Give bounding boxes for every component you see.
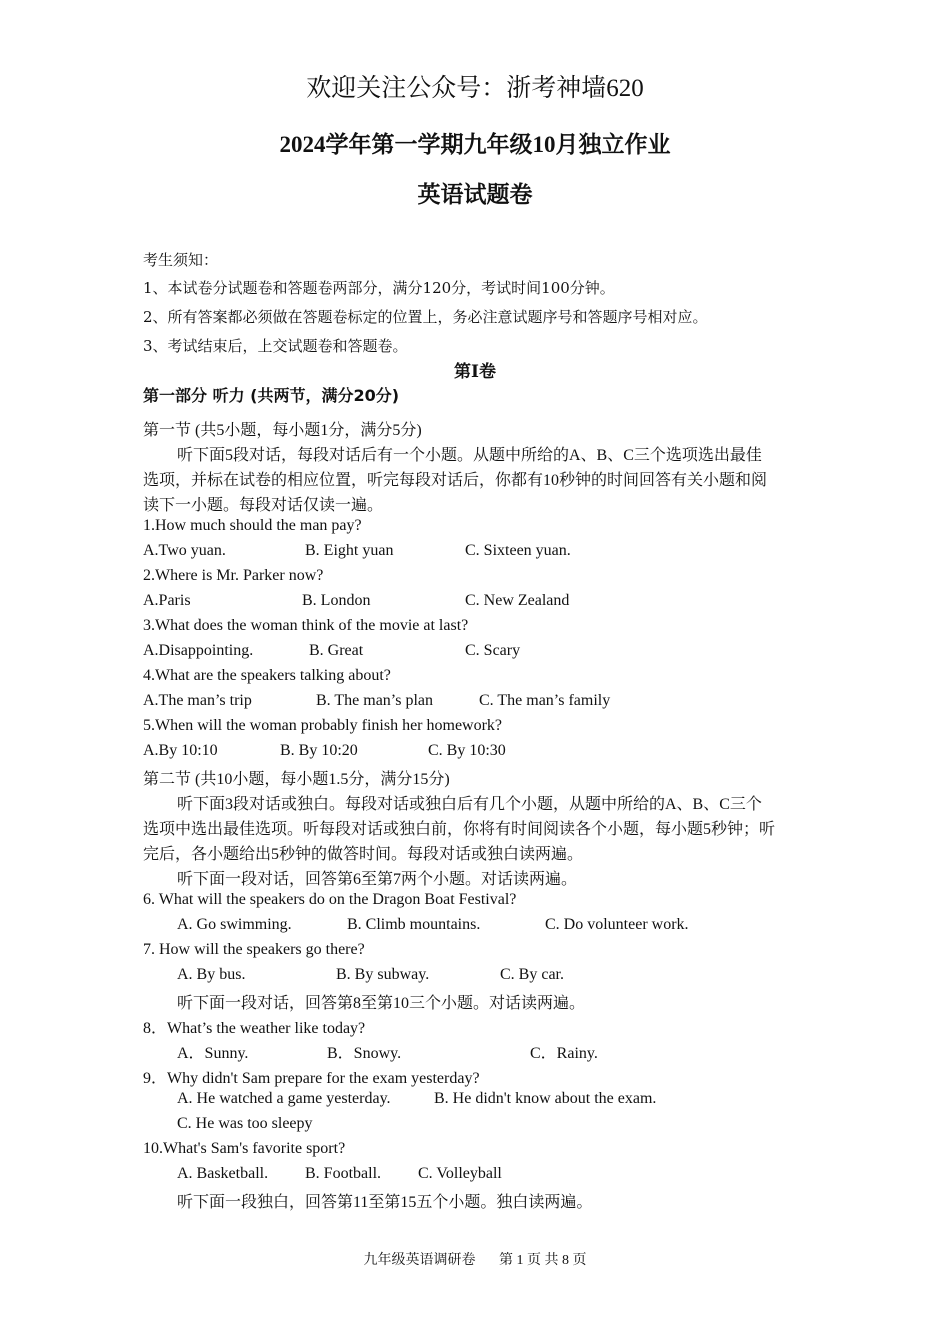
question-9: 9．Why didn't Sam prepare for the exam yesterday? [143, 1070, 480, 1087]
q5-option-b: B. By 10:20 [280, 742, 358, 759]
q8-option-a: A．Sunny. [177, 1045, 249, 1062]
dialogue-intro: 听下面一段对话，回答第6至第7两个小题。对话读两遍。 [177, 871, 578, 888]
question-3: 3.What does the woman think of the movie at last? [143, 617, 469, 634]
q1-option-b: B. Eight yuan [305, 542, 394, 559]
notice-item: 1、本试卷分试题卷和答题卷两部分，满分120分，考试时间100分钟。 [143, 279, 615, 297]
q10-option-c: C. Volleyball [418, 1165, 502, 1182]
q7-option-b: B. By subway. [336, 966, 430, 983]
q8-option-b: B．Snowy. [327, 1045, 402, 1062]
section2-instruction: 完后，各小题给出5秒钟的做答时间。每段对话或独白读两遍。 [143, 846, 584, 863]
q4-option-a: A.The man’s trip [143, 692, 252, 709]
section1-title: 第一节 (共5小题，每小题1分，满分5分) [143, 422, 422, 439]
page-footer [0, 1249, 950, 1269]
q5-option-a: A.By 10:10 [143, 742, 218, 759]
notice-heading: 考生须知： [143, 251, 219, 269]
volume-heading: 第Ⅰ卷 [454, 362, 496, 381]
section1-instruction: 听下面5段对话，每段对话后有一个小题。从题中所给的A、B、C三个选项选出最佳 [177, 447, 762, 464]
q10-option-b: B. Football. [305, 1165, 382, 1182]
question-10: 10.What's Sam's favorite sport? [143, 1140, 346, 1157]
question-6: 6. What will the speakers do on the Dragon Boat Festival? [143, 891, 517, 908]
monologue-intro: 听下面一段独白，回答第11至第15五个小题。独白读两遍。 [177, 1194, 593, 1211]
exam-subtitle: 英语试题卷 [417, 182, 533, 207]
q6-option-c: C. Do volunteer work. [545, 916, 689, 933]
footer-page-info: 第 1 页 共 8 页 [499, 1253, 587, 1268]
question-1: 1.How much should the man pay? [143, 517, 362, 534]
section1-instruction: 读下一小题。每段对话仅读一遍。 [143, 497, 384, 514]
question-7: 7. How will the speakers go there? [143, 941, 365, 958]
q2-option-a: A.Paris [143, 592, 191, 609]
question-8: 8．What’s the weather like today? [143, 1020, 366, 1037]
q6-option-a: A. Go swimming. [177, 916, 292, 933]
notice-item: 3、考试结束后，上交试题卷和答题卷。 [143, 337, 408, 355]
q1-option-c: C. Sixteen yuan. [465, 542, 571, 559]
question-2: 2.Where is Mr. Parker now? [143, 567, 324, 584]
q1-option-a: A.Two yuan. [143, 542, 226, 559]
q4-option-c: C. The man’s family [479, 692, 611, 709]
q7-option-c: C. By car. [500, 966, 564, 983]
question-4: 4.What are the speakers talking about? [143, 667, 391, 684]
q9-option-a: A. He watched a game yesterday. [177, 1090, 391, 1107]
q9-option-b: B. He didn't know about the exam. [434, 1090, 657, 1107]
q6-option-b: B. Climb mountains. [347, 916, 481, 933]
section2-title: 第二节 (共10小题，每小题1.5分，满分15分) [143, 771, 450, 788]
q8-option-c: C．Rainy. [530, 1045, 598, 1062]
q3-option-c: C. Scary [465, 642, 521, 659]
promo-banner: 欢迎关注公众号：浙考神墙620 [306, 75, 644, 102]
q10-option-a: A. Basketball. [177, 1165, 269, 1182]
q3-option-b: B. Great [309, 642, 364, 659]
q2-option-c: C. New Zealand [465, 592, 570, 609]
question-5: 5.When will the woman probably finish her homework? [143, 717, 503, 734]
dialogue-intro: 听下面一段对话，回答第8至第10三个小题。对话读两遍。 [177, 995, 586, 1012]
section2-instruction: 听下面3段对话或独白。每段对话或独白后有几个小题，从题中所给的A、B、C三个 [177, 796, 762, 813]
exam-title: 2024学年第一学期九年级10月独立作业 [279, 132, 671, 157]
notice-item: 2、所有答案都必须做在答题卷标定的位置上，务必注意试题序号和答题序号相对应。 [143, 308, 708, 326]
section1-instruction: 选项，并标在试卷的相应位置，听完每段对话后，你都有10秒钟的时间回答有关小题和阅 [143, 472, 768, 489]
footer-exam-name: 九年级英语调研卷 [363, 1253, 476, 1268]
q2-option-b: B. London [302, 592, 371, 609]
q7-option-a: A. By bus. [177, 966, 246, 983]
section2-instruction: 选项中选出最佳选项。听每段对话或独白前，你将有时间阅读各个小题，每小题5秒钟；听 [143, 821, 776, 838]
part1-title: 第一部分 听力 (共两节，满分20分) [143, 386, 400, 405]
q5-option-c: C. By 10:30 [428, 742, 506, 759]
q3-option-a: A.Disappointing. [143, 642, 254, 659]
q4-option-b: B. The man’s plan [316, 692, 434, 709]
q9-option-c: C. He was too sleepy [177, 1115, 313, 1132]
